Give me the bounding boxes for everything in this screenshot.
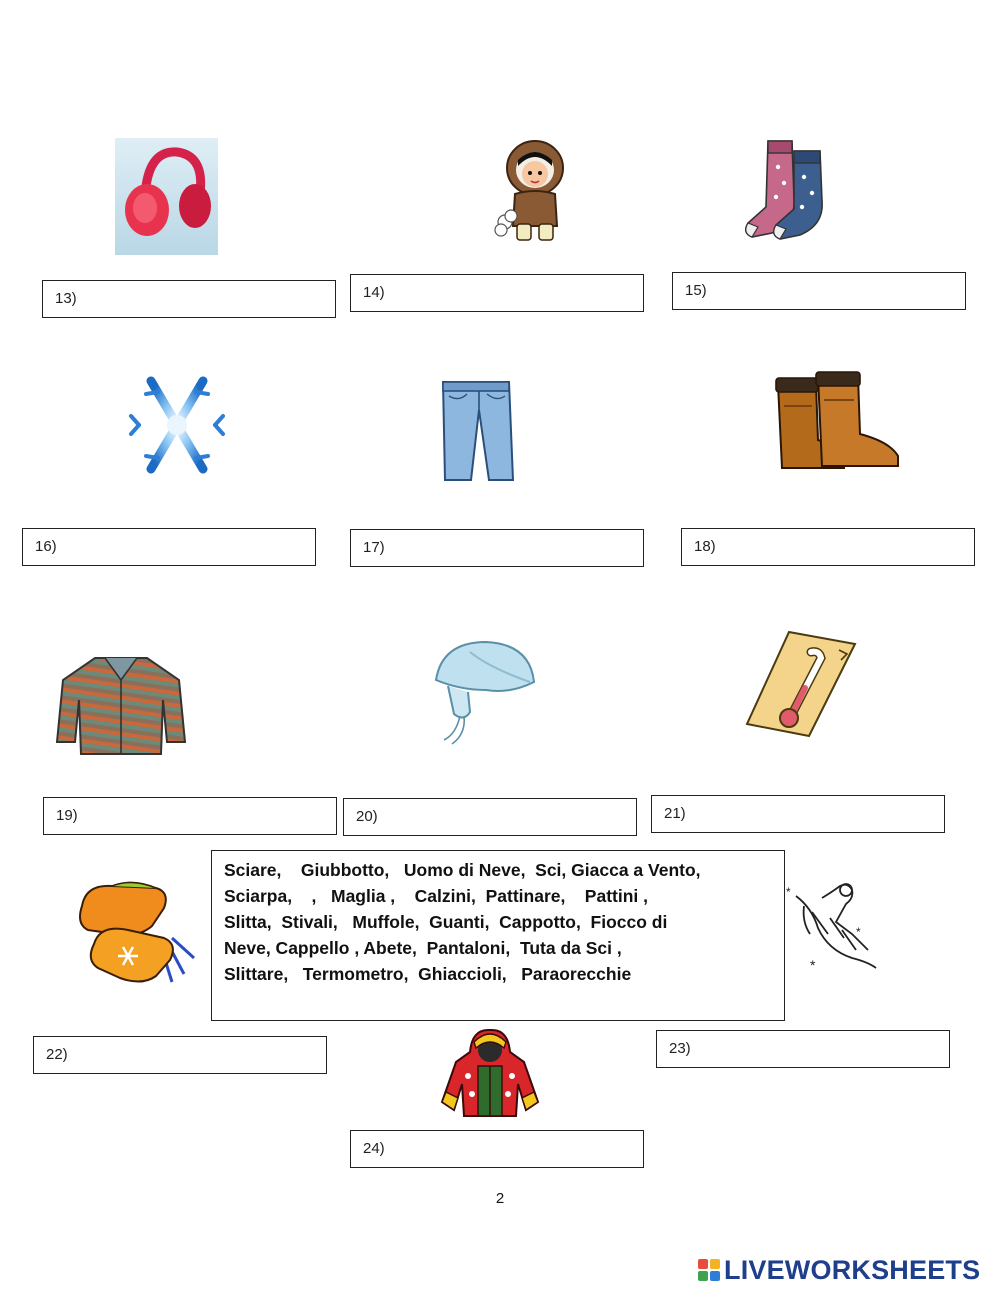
answer-label-19: 19) <box>56 807 78 824</box>
answer-input-21[interactable] <box>696 801 936 829</box>
answer-input-22[interactable] <box>78 1042 318 1070</box>
page-number: 2 <box>495 1190 505 1207</box>
answer-box-22[interactable] <box>33 1036 327 1074</box>
boots-image <box>770 370 902 474</box>
svg-text:*: * <box>786 885 791 899</box>
svg-text:*: * <box>856 925 861 939</box>
answer-label-21: 21) <box>664 805 686 822</box>
answer-input-15[interactable] <box>717 278 957 306</box>
earmuffs-image <box>115 138 218 255</box>
word-bank <box>211 850 785 1021</box>
pants-image <box>437 376 517 484</box>
answer-input-24[interactable] <box>395 1136 635 1164</box>
answer-input-23[interactable] <box>701 1036 941 1064</box>
answer-box-20[interactable] <box>343 798 637 836</box>
answer-label-17: 17) <box>363 539 385 556</box>
answer-input-18[interactable] <box>726 534 966 562</box>
svg-text:*: * <box>810 957 816 973</box>
answer-box-23[interactable] <box>656 1030 950 1068</box>
answer-label-16: 16) <box>35 538 57 555</box>
answer-box-17[interactable] <box>350 529 644 567</box>
liveworksheets-logo <box>698 1252 980 1288</box>
answer-box-21[interactable] <box>651 795 945 833</box>
answer-box-19[interactable] <box>43 797 337 835</box>
answer-label-15: 15) <box>685 282 707 299</box>
brand-name: LIVEWORKSHEETS <box>724 1254 981 1285</box>
word-bank-line: Sciarpa, , Maglia , Calzini, Pattinare, Pattini , <box>224 886 648 906</box>
answer-label-24: 24) <box>363 1140 385 1157</box>
snowflake-image <box>118 375 236 475</box>
logo-grid-icon <box>698 1259 720 1281</box>
answer-label-18: 18) <box>694 538 716 555</box>
answer-label-13: 13) <box>55 290 77 307</box>
sledding-image <box>782 878 882 976</box>
thermometer-image <box>745 630 857 738</box>
child-in-snowsuit-image <box>493 138 573 244</box>
mittens-image <box>72 878 196 990</box>
answer-box-18[interactable] <box>681 528 975 566</box>
answer-box-24[interactable] <box>350 1130 644 1168</box>
answer-label-22: 22) <box>46 1046 68 1063</box>
answer-input-13[interactable] <box>87 286 327 314</box>
winter-coat-image <box>438 1028 542 1120</box>
word-bank-line: Neve, Cappello , Abete, Pantaloni, Tuta da Sci , <box>224 938 622 958</box>
answer-box-14[interactable] <box>350 274 644 312</box>
answer-input-20[interactable] <box>388 804 628 832</box>
word-bank-line: Slitta, Stivali, Muffole, Guanti, Cappotto, Fiocco di <box>224 912 668 932</box>
answer-input-17[interactable] <box>395 535 635 563</box>
socks-image <box>742 137 834 241</box>
jacket-image <box>55 650 187 758</box>
answer-label-23: 23) <box>669 1040 691 1057</box>
hat-image <box>430 638 540 746</box>
answer-box-16[interactable] <box>22 528 316 566</box>
answer-label-20: 20) <box>356 808 378 825</box>
answer-input-16[interactable] <box>67 534 307 562</box>
answer-input-14[interactable] <box>395 280 635 308</box>
answer-input-19[interactable] <box>88 803 328 831</box>
word-bank-line: Sciare, Giubbotto, Uomo di Neve, Sci, Giacca a Vento, <box>224 860 701 880</box>
word-bank-line: Slittare, Termometro, Ghiaccioli, Paraorecchie <box>224 964 632 984</box>
answer-label-14: 14) <box>363 284 385 301</box>
answer-box-15[interactable] <box>672 272 966 310</box>
answer-box-13[interactable] <box>42 280 336 318</box>
